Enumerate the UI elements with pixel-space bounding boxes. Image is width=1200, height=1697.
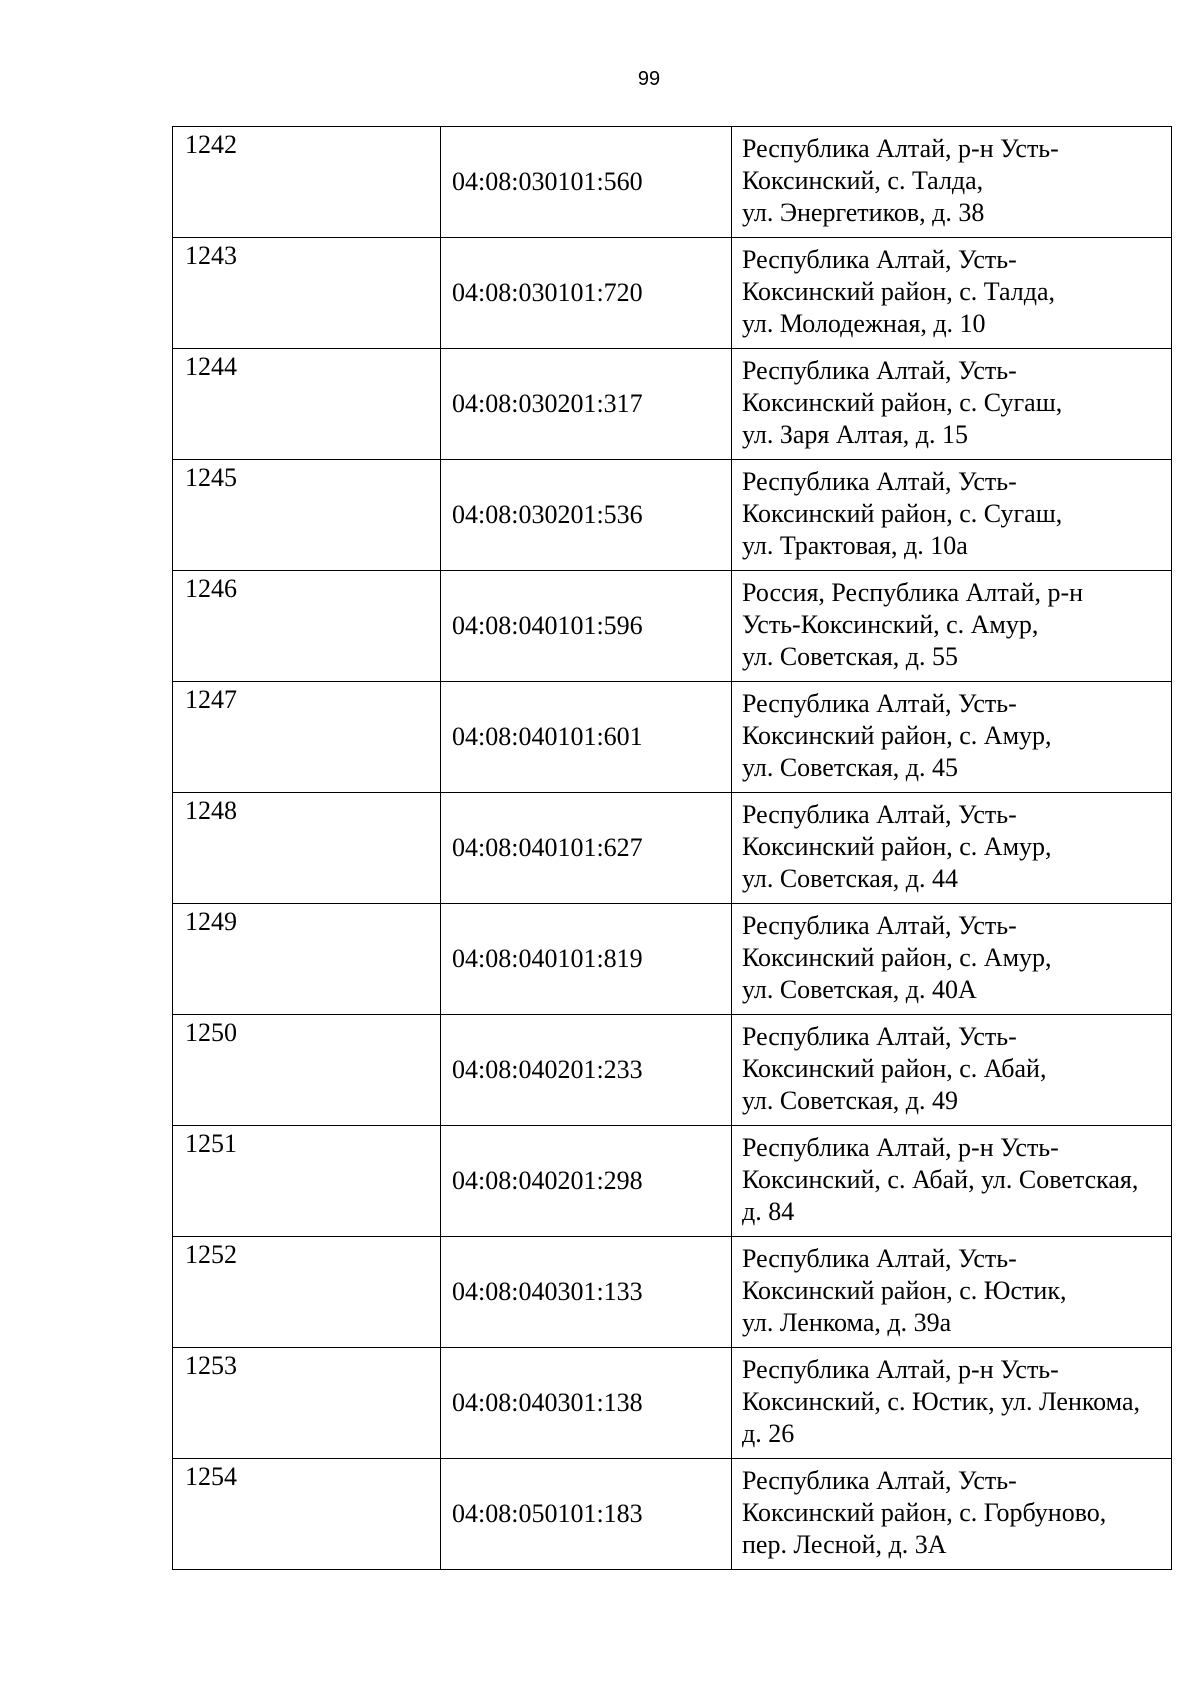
table-row <box>173 904 1172 1015</box>
address-cell <box>732 793 1172 904</box>
address-line: ул. Энергетиков, д. 38 <box>742 198 985 227</box>
address-line: пер. Лесной, д. 3А <box>742 1530 947 1559</box>
address-line: Республика Алтай, Усть- <box>742 245 1017 274</box>
address-line: Коксинский, с. Талда, <box>742 166 984 195</box>
address-line: Коксинский район, с. Горбуново, <box>742 1498 1107 1527</box>
page-number: 99 <box>637 68 661 90</box>
address-line: ул. Заря Алтая, д. 15 <box>742 420 969 449</box>
address-line: Коксинский район, с. Амур, <box>742 721 1052 750</box>
address-cell <box>732 127 1172 238</box>
table-row <box>173 1348 1172 1459</box>
registry-table-body <box>173 127 1172 1570</box>
cadastral-number: 04:08:030201:536 <box>441 460 732 571</box>
row-number: 1252 <box>173 1237 441 1348</box>
row-number: 1254 <box>173 1459 441 1570</box>
address-cell <box>732 571 1172 682</box>
cadastral-number: 04:08:040201:298 <box>441 1126 732 1237</box>
address-line: ул. Советская, д. 44 <box>742 864 959 893</box>
address-line: Коксинский район, с. Абай, <box>742 1054 1047 1083</box>
cadastral-number: 04:08:030201:317 <box>441 349 732 460</box>
row-number: 1247 <box>173 682 441 793</box>
table-row <box>173 1126 1172 1237</box>
address-line: ул. Трактовая, д. 10а <box>742 531 968 560</box>
cadastral-number: 04:08:040101:627 <box>441 793 732 904</box>
address-cell <box>732 1459 1172 1570</box>
address-line: д. 26 <box>742 1419 795 1448</box>
address-line: Коксинский район, с. Юстик, <box>742 1276 1067 1305</box>
row-number: 1244 <box>173 349 441 460</box>
address-line: Коксинский, с. Абай, ул. Советская, <box>742 1165 1139 1194</box>
address-cell <box>732 1237 1172 1348</box>
address-cell <box>732 460 1172 571</box>
row-number: 1243 <box>173 238 441 349</box>
table-row <box>173 238 1172 349</box>
cadastral-number: 04:08:050101:183 <box>441 1459 732 1570</box>
table-row <box>173 682 1172 793</box>
address-line: Республика Алтай, Усть- <box>742 356 1017 385</box>
cadastral-number: 04:08:040101:596 <box>441 571 732 682</box>
address-line: Республика Алтай, Усть- <box>742 467 1017 496</box>
address-cell <box>732 349 1172 460</box>
address-line: Республика Алтай, Усть- <box>742 911 1017 940</box>
row-number: 1253 <box>173 1348 441 1459</box>
row-number: 1250 <box>173 1015 441 1126</box>
table-row <box>173 1015 1172 1126</box>
address-line: Республика Алтай, Усть- <box>742 1466 1017 1495</box>
address-line: Республика Алтай, Усть- <box>742 689 1017 718</box>
cadastral-number: 04:08:040101:819 <box>441 904 732 1015</box>
cadastral-number: 04:08:040201:233 <box>441 1015 732 1126</box>
table-row <box>173 571 1172 682</box>
address-line: д. 84 <box>742 1197 795 1226</box>
address-line: ул. Советская, д. 55 <box>742 642 959 671</box>
table-row <box>173 793 1172 904</box>
address-line: Россия, Республика Алтай, р-н <box>742 578 1084 607</box>
table-row <box>173 1237 1172 1348</box>
address-cell <box>732 1015 1172 1126</box>
address-line: ул. Советская, д. 49 <box>742 1086 959 1115</box>
address-line: Коксинский район, с. Амур, <box>742 943 1052 972</box>
address-line: ул. Советская, д. 45 <box>742 753 959 782</box>
address-line: Коксинский район, с. Сугаш, <box>742 499 1063 528</box>
cadastral-number: 04:08:040101:601 <box>441 682 732 793</box>
address-line: Коксинский район, с. Амур, <box>742 832 1052 861</box>
cadastral-number: 04:08:030101:720 <box>441 238 732 349</box>
address-cell <box>732 682 1172 793</box>
table-row <box>173 349 1172 460</box>
registry-table <box>172 126 1172 1570</box>
address-line: Коксинский район, с. Сугаш, <box>742 388 1063 417</box>
address-cell <box>732 904 1172 1015</box>
address-line: ул. Молодежная, д. 10 <box>742 309 986 338</box>
address-line: Республика Алтай, р-н Усть- <box>742 1355 1059 1384</box>
row-number: 1251 <box>173 1126 441 1237</box>
row-number: 1246 <box>173 571 441 682</box>
address-cell <box>732 1348 1172 1459</box>
address-line: ул. Ленкома, д. 39а <box>742 1308 952 1337</box>
address-line: ул. Советская, д. 40А <box>742 975 977 1004</box>
address-line: Республика Алтай, Усть- <box>742 1244 1017 1273</box>
cadastral-number: 04:08:030101:560 <box>441 127 732 238</box>
row-number: 1249 <box>173 904 441 1015</box>
address-line: Республика Алтай, Усть- <box>742 1022 1017 1051</box>
table-row <box>173 1459 1172 1570</box>
address-cell <box>732 238 1172 349</box>
address-cell <box>732 1126 1172 1237</box>
address-line: Коксинский район, с. Талда, <box>742 277 1056 306</box>
row-number: 1245 <box>173 460 441 571</box>
table-row <box>173 460 1172 571</box>
row-number: 1248 <box>173 793 441 904</box>
cadastral-number: 04:08:040301:138 <box>441 1348 732 1459</box>
address-line: Коксинский, с. Юстик, ул. Ленкома, <box>742 1387 1140 1416</box>
cadastral-number: 04:08:040301:133 <box>441 1237 732 1348</box>
table-row <box>173 127 1172 238</box>
address-line: Республика Алтай, р-н Усть- <box>742 1133 1059 1162</box>
address-line: Республика Алтай, Усть- <box>742 800 1017 829</box>
row-number: 1242 <box>173 127 441 238</box>
address-line: Республика Алтай, р-н Усть- <box>742 134 1059 163</box>
address-line: Усть-Коксинский, с. Амур, <box>742 610 1039 639</box>
